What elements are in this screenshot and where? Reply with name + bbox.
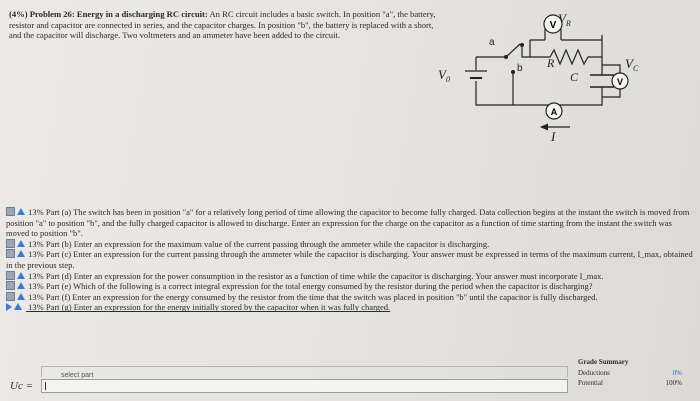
switch-terminal-b <box>511 70 515 74</box>
part-e-text: Which of the following is a correct integral expression for the total energy consumed by the resistor during the period when the capacitor is discharging? <box>73 281 593 292</box>
problem-statement <box>9 9 439 41</box>
label-a: a <box>489 37 495 48</box>
part-g[interactable] <box>6 302 696 313</box>
part-a-percent: 13% <box>28 207 44 217</box>
part-c[interactable] <box>6 249 696 270</box>
label-vc: $V_C$ <box>625 56 639 73</box>
part-d-percent: 13% <box>28 270 44 281</box>
checkbox-icon <box>6 239 15 248</box>
current-arrow-head <box>540 124 548 131</box>
potential-value: 100% <box>665 379 682 387</box>
answer-label: Uc = <box>10 380 33 392</box>
problem-title: Energy in a discharging RC circuit: <box>76 9 208 19</box>
grade-summary <box>578 358 696 398</box>
part-f-percent: 13% <box>28 291 44 302</box>
answer-preview-box <box>41 366 568 377</box>
part-e-label: Part (e) <box>45 281 72 292</box>
warning-icon <box>17 250 25 257</box>
select-part-label[interactable]: select part <box>61 372 94 379</box>
label-resistor: R <box>547 56 555 70</box>
part-e-percent: 13% <box>28 281 44 292</box>
voltmeter-vc-label: V <box>616 77 624 87</box>
circuit-diagram <box>430 5 690 150</box>
label-v0: $V_0$ <box>438 67 450 84</box>
warning-icon <box>17 272 25 279</box>
checkbox-icon <box>6 207 15 216</box>
part-b-label: Part (b) <box>45 238 72 249</box>
part-d-label: Part (d) <box>45 270 72 281</box>
parts-list <box>6 207 696 313</box>
potential-label: Potential <box>578 379 603 387</box>
part-d-text: Enter an expression for the power consumption in the resistor as a function of time while the capacitor is discharging. Your answer must incorporate I_max. <box>73 270 604 281</box>
label-current: I <box>551 129 556 144</box>
part-f-label: Part (f) <box>45 291 71 302</box>
ammeter-label: A <box>550 107 558 117</box>
switch-pivot <box>504 55 508 59</box>
part-f-text: Enter an expression for the energy consumed by the resistor from the time that the switch was placed in position "b" until the capacitor is fully discharged. <box>72 291 598 302</box>
part-g-label: Part (g) <box>45 302 72 313</box>
answer-area <box>6 364 576 394</box>
part-e[interactable] <box>6 281 696 292</box>
checkbox-icon <box>6 281 15 290</box>
label-vr: $V_R$ <box>558 11 571 28</box>
part-f[interactable] <box>6 292 696 303</box>
part-c-percent: 13% <box>28 249 44 260</box>
label-b: b <box>517 63 523 74</box>
problem-number: (4%) Problem 26: <box>9 9 75 19</box>
part-b-percent: 13% <box>28 238 44 249</box>
grade-summary-title: Grade Summary <box>578 358 629 366</box>
checkbox-icon <box>6 249 15 258</box>
checkbox-icon <box>6 292 15 301</box>
part-a-label: Part (a) <box>45 207 72 217</box>
part-a[interactable] <box>6 207 696 239</box>
label-capacitor: C <box>570 70 579 84</box>
warning-icon <box>17 293 25 300</box>
part-b-text: Enter an expression for the maximum value of the current passing through the ammeter while the capacitor is discharging. <box>73 238 490 249</box>
part-a-text: The switch has been in position "a" for a relatively long period of time allowing the capacitor to become fully charged. Data collection begins at the instant the switch is moved from position "a" to position "b", and the fully charged capacitor is allowed to discharge. Enter an expression for the charge on the capacitor as a function of time starting from the instant the switch was moved to position "b". <box>6 207 690 239</box>
part-c-label: Part (c) <box>45 249 72 260</box>
play-icon <box>6 303 12 311</box>
part-c-text: Enter an expression for the current passing through the ammeter while the capacitor is discharging. Your answer must be expressed in terms of the maximum current, I_max, obtained in the previous step. <box>6 249 693 270</box>
answer-input[interactable] <box>41 379 568 393</box>
deductions-value: 0% <box>672 369 682 377</box>
voltmeter-vr-label: V <box>549 20 557 31</box>
deductions-label: Deductions <box>578 369 610 377</box>
checkbox-icon <box>6 271 15 280</box>
part-g-percent: 13% <box>28 302 44 313</box>
switch-terminal-a <box>520 43 524 47</box>
part-d[interactable] <box>6 271 696 282</box>
warning-icon <box>14 303 22 310</box>
warning-icon <box>17 208 25 215</box>
part-b[interactable] <box>6 239 696 250</box>
warning-icon <box>17 240 25 247</box>
part-g-text: Enter an expression for the energy initially stored by the capacitor when it was fully charged. <box>73 302 391 313</box>
problem-text: An RC circuit includes a basic switch. In position "a", the battery, resistor and capacitor are connected in series, and the capacitor charges. In position "b", the battery is replaced with a short, and the capacitor will discharge. Two voltmeters and an ammeter have been added to the circuit. <box>9 9 436 41</box>
part-a-status-icons <box>6 207 26 218</box>
warning-icon <box>17 282 25 289</box>
text-cursor <box>45 382 46 390</box>
